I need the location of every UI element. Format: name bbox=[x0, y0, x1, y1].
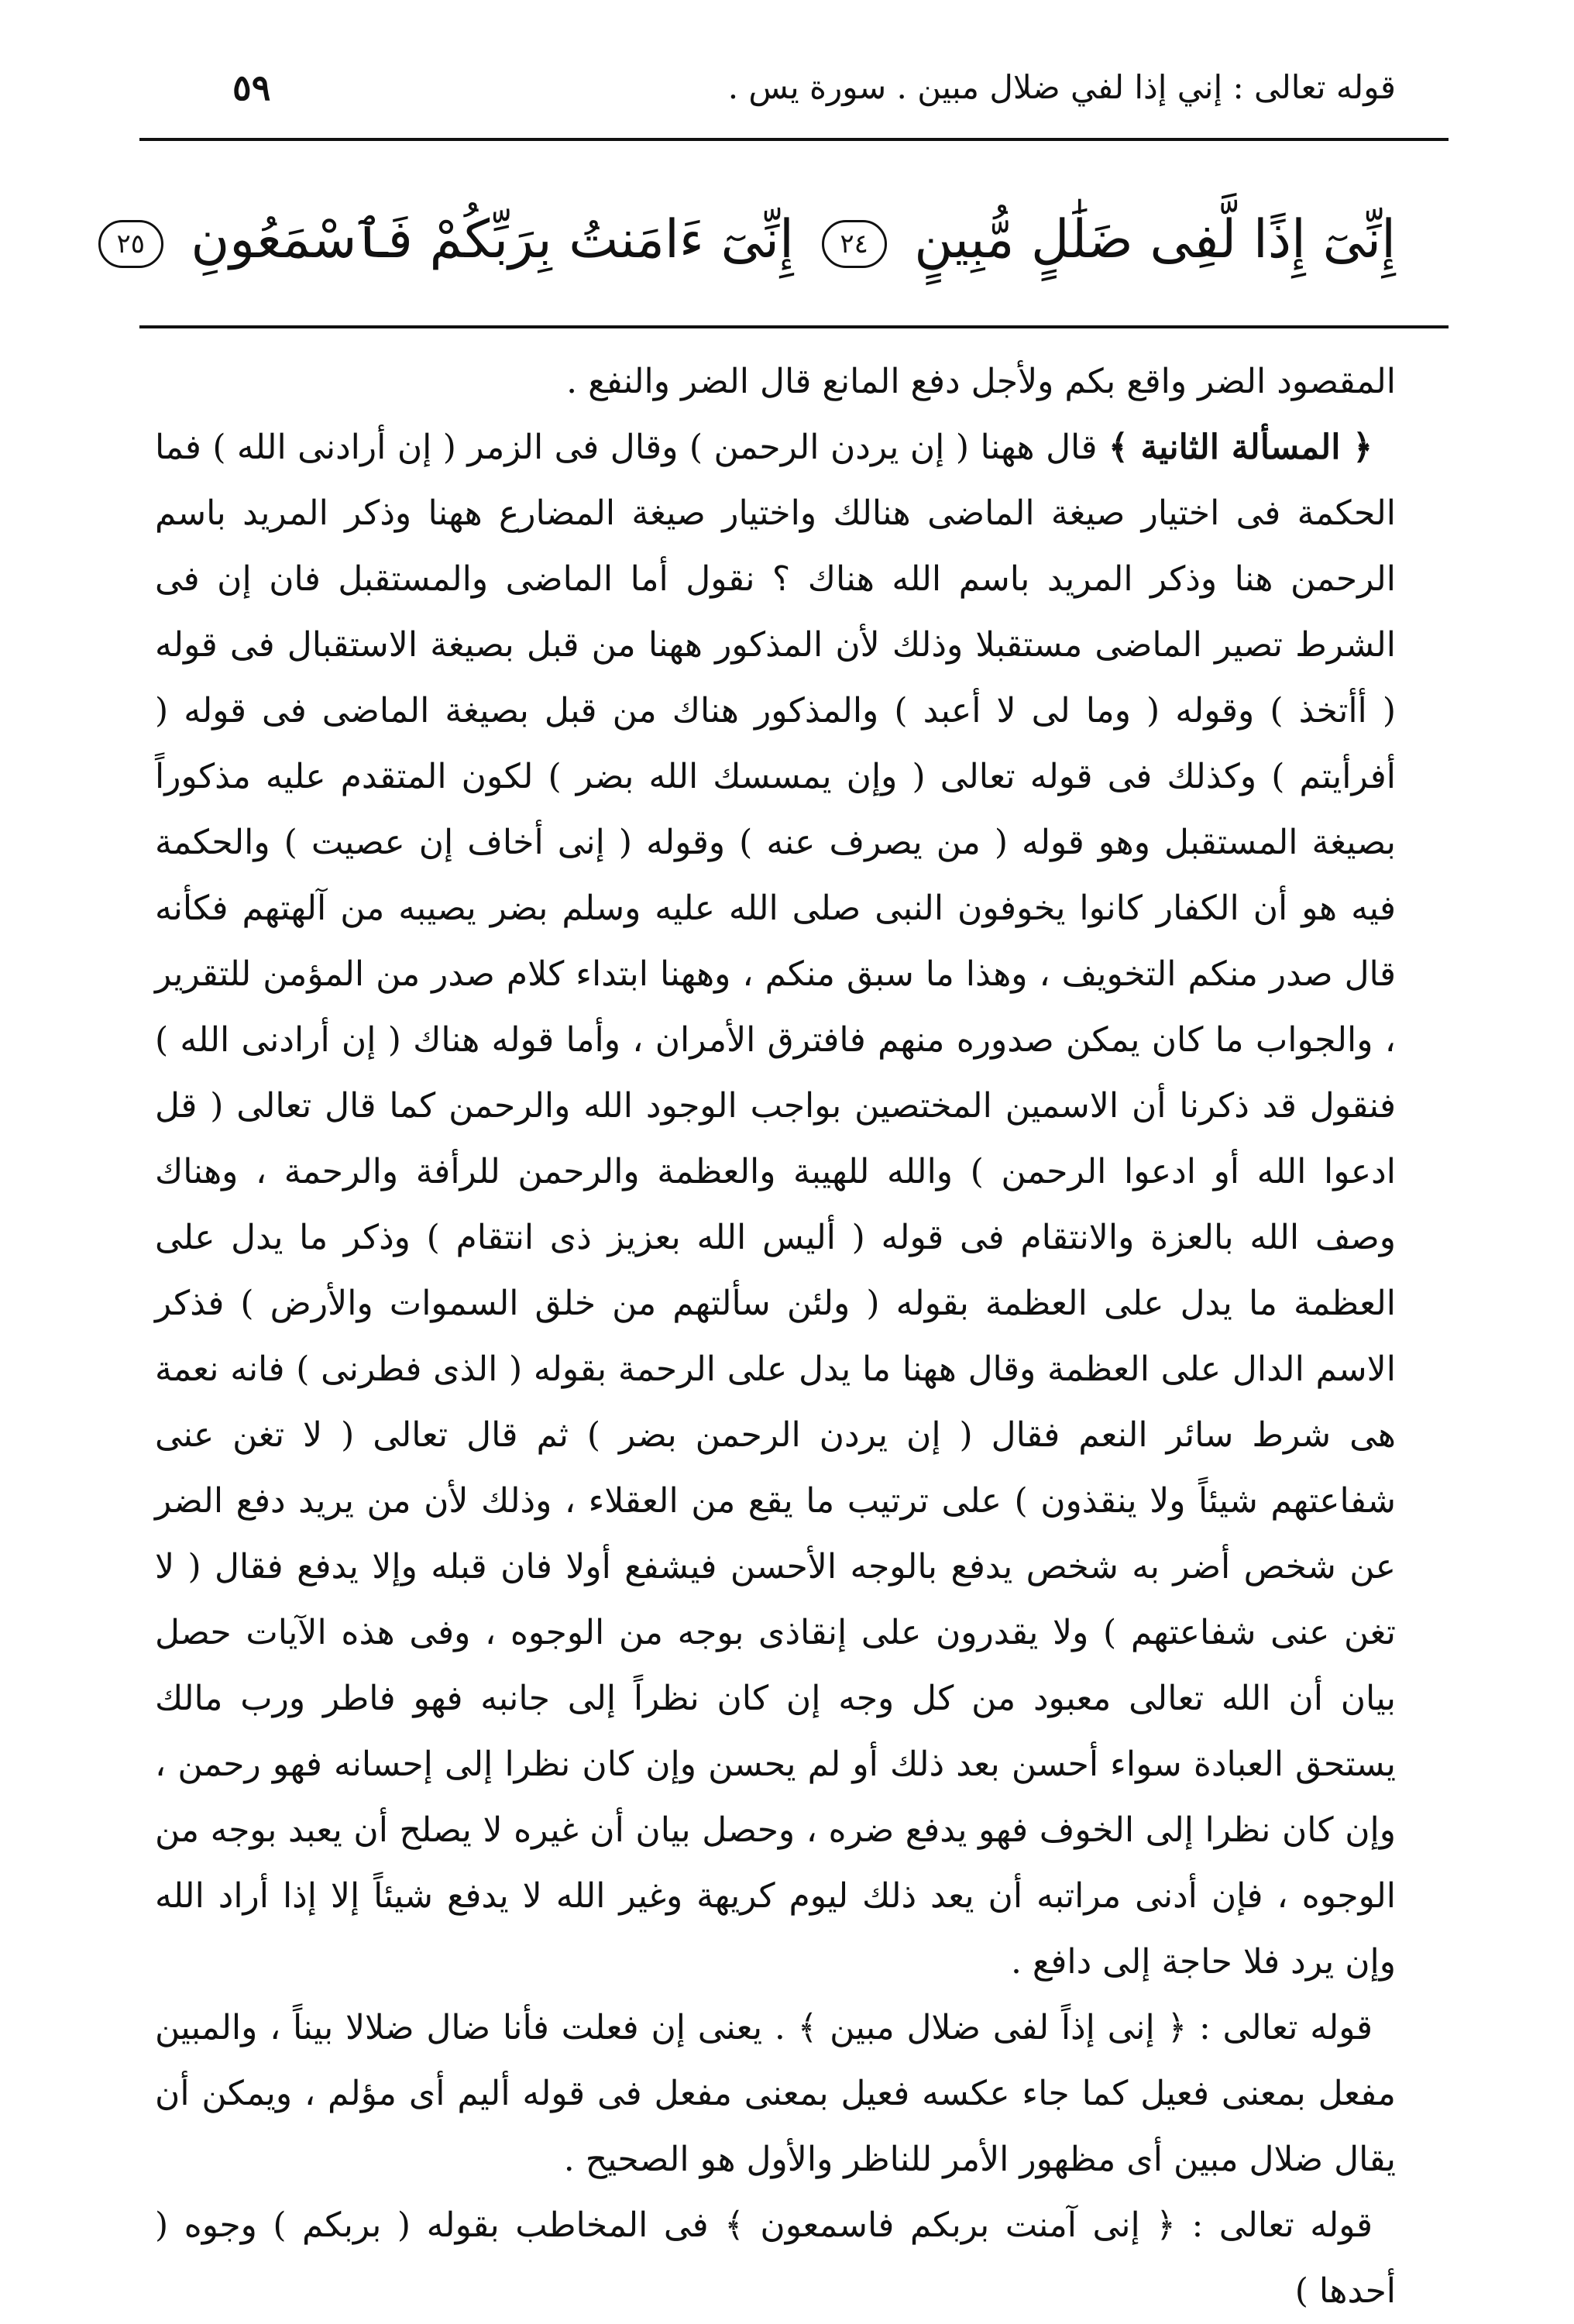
paragraph-2 bbox=[155, 414, 1396, 1995]
running-header bbox=[139, 62, 1396, 116]
verse-ayah-35: إِنِّىٓ ءَامَنتُ بِرَبِّكُمْ فَٱسْمَعُونِ bbox=[191, 209, 794, 270]
ayah-number-35: ٢٥ bbox=[98, 220, 163, 268]
verse-quote-heading: قوله تعالى : ﴿ إنى إذاً لفى ضلال مبين ﴾ bbox=[797, 2008, 1373, 2047]
quran-verse-line bbox=[116, 186, 1396, 294]
paragraph-3 bbox=[155, 1995, 1396, 2192]
commentary-body bbox=[155, 349, 1396, 2324]
running-title: قوله تعالى : إني إذا لفي ضلال مبين . سورة يس . bbox=[727, 68, 1396, 106]
ayah-number-34: ٢٤ bbox=[822, 220, 887, 268]
paragraph-4-text: فى المخاطب بقوله ( بربكم ) وجوه ( أحدها ) bbox=[155, 2205, 1396, 2311]
header-divider bbox=[139, 138, 1449, 141]
verse-quote-heading-2: قوله تعالى : ﴿ إنى آمنت بربكم فاسمعون ﴾ bbox=[724, 2205, 1373, 2245]
page-number: ٥٩ bbox=[232, 67, 271, 108]
verse-ayah-34: إِنِّىٓ إِذًا لَّفِى ضَلَٰلٍ مُّبِينٍ bbox=[914, 209, 1396, 270]
verse-divider bbox=[139, 325, 1449, 328]
paragraph-1: المقصود الضر واقع بكم ولأجل دفع المانع قال الضر والنفع . bbox=[566, 362, 1396, 401]
issue-heading: ﴿ المسألة الثانية ﴾ bbox=[1108, 428, 1373, 467]
paragraph-3-text: . يعنى إن فعلت فأنا ضال ضلالا بيناً ، والمبين مفعل بمعنى فعيل كما جاء عكسه فعيل بمعنى مفعل فى قوله أليم أى مؤلم ، ويمكن أن يقال ضلال مبين أى مظهور الأمر للناظر والأول هو الصحيح . bbox=[155, 2008, 1396, 2179]
paragraph-2-text: قال ههنا ( إن يردن الرحمن ) وقال فى الزمر ( إن أرادنى الله ) فما الحكمة فى اختيار صيغة الماضى هنالك واختيار صيغة المضارع ههنا وذكر المريد باسم الرحمن هنا وذكر المريد باسم الله هناك ؟ نقول أما الماضى والمستقبل فان إن فى الشرط تصير الماضى مستقبلا وذلك لأن المذكور ههنا من قبل بصيغة الاستقبال فى قوله ( أأتخذ ) وقوله ( وما لى لا أعبد ) والمذكور هناك من قبل بصيغة الماضى فى قوله ( أفرأيتم ) وكذلك فى قوله تعالى ( وإن يمسسك الله بضر ) لكون المتقدم عليه مذكوراً بصيغة المستقبل وهو قوله ( من يصرف عنه ) وقوله ( إنى أخاف إن عصيت ) والحكمة فيه هو أن الكفار كانوا يخوفون النبى صلى الله عليه وسلم بضر يصيبه من آلهتهم فكأنه قال صدر منكم التخويف ، وهذا ما سبق منكم ، وههنا ابتداء كلام صدر من المؤمن للتقرير ، والجواب ما كان يمكن صدوره منهم فافترق الأمران ، وأما قوله هناك ( إن أرادنى الله ) فنقول قد ذكرنا أن الاسمين المختصين بواجب الوجود الله والرحمن كما قال تعالى ( قل ادعوا الله أو ادعوا الرحمن ) والله للهيبة والعظمة والرحمن للرأفة والرحمة ، وهناك وصف الله بالعزة والانتقام فى قوله ( أليس الله بعزيز ذى انتقام ) وذكر ما يدل على العظمة ما يدل على العظمة بقوله ( ولئن سألتهم من خلق السموات والأرض ) فذكر الاسم الدال على العظمة وقال ههنا ما يدل على الرحمة بقوله ( الذى فطرنى ) فانه نعمة هى شرط سائر النعم فقال ( إن يردن الرحمن بضر ) ثم قال تعالى ( لا تغن عنى شفاعتهم شيئاً ولا ينقذون ) على ترتيب ما يقع من العقلاء ، وذلك لأن من يريد دفع الضر عن شخص أضر به شخص يدفع بالوجه الأحسن فيشفع أولا فان قبله وإلا يدفع فقال ( لا تغن عنى شفاعتهم ) ولا يقدرون على إنقاذى بوجه من الوجوه ، وفى هذه الآيات حصل بيان أن الله تعالى معبود من كل وجه إن كان نظراً إلى جانبه فهو فاطر ورب مالك يستحق العبادة سواء أحسن بعد ذلك أو لم يحسن وإن كان نظرا إلى إحسانه فهو رحمن ، وإن كان نظرا إلى الخوف فهو يدفع ضره ، وحصل بيان أن غيره لا يصلح أن يعبد بوجه من الوجوه ، فإن أدنى مراتبه أن يعد ذلك ليوم كريهة وغير الله لا يدفع شيئاً إلا إذا أراد الله وإن يرد فلا حاجة إلى دافع . bbox=[155, 428, 1396, 1982]
paragraph-4 bbox=[155, 2192, 1396, 2324]
